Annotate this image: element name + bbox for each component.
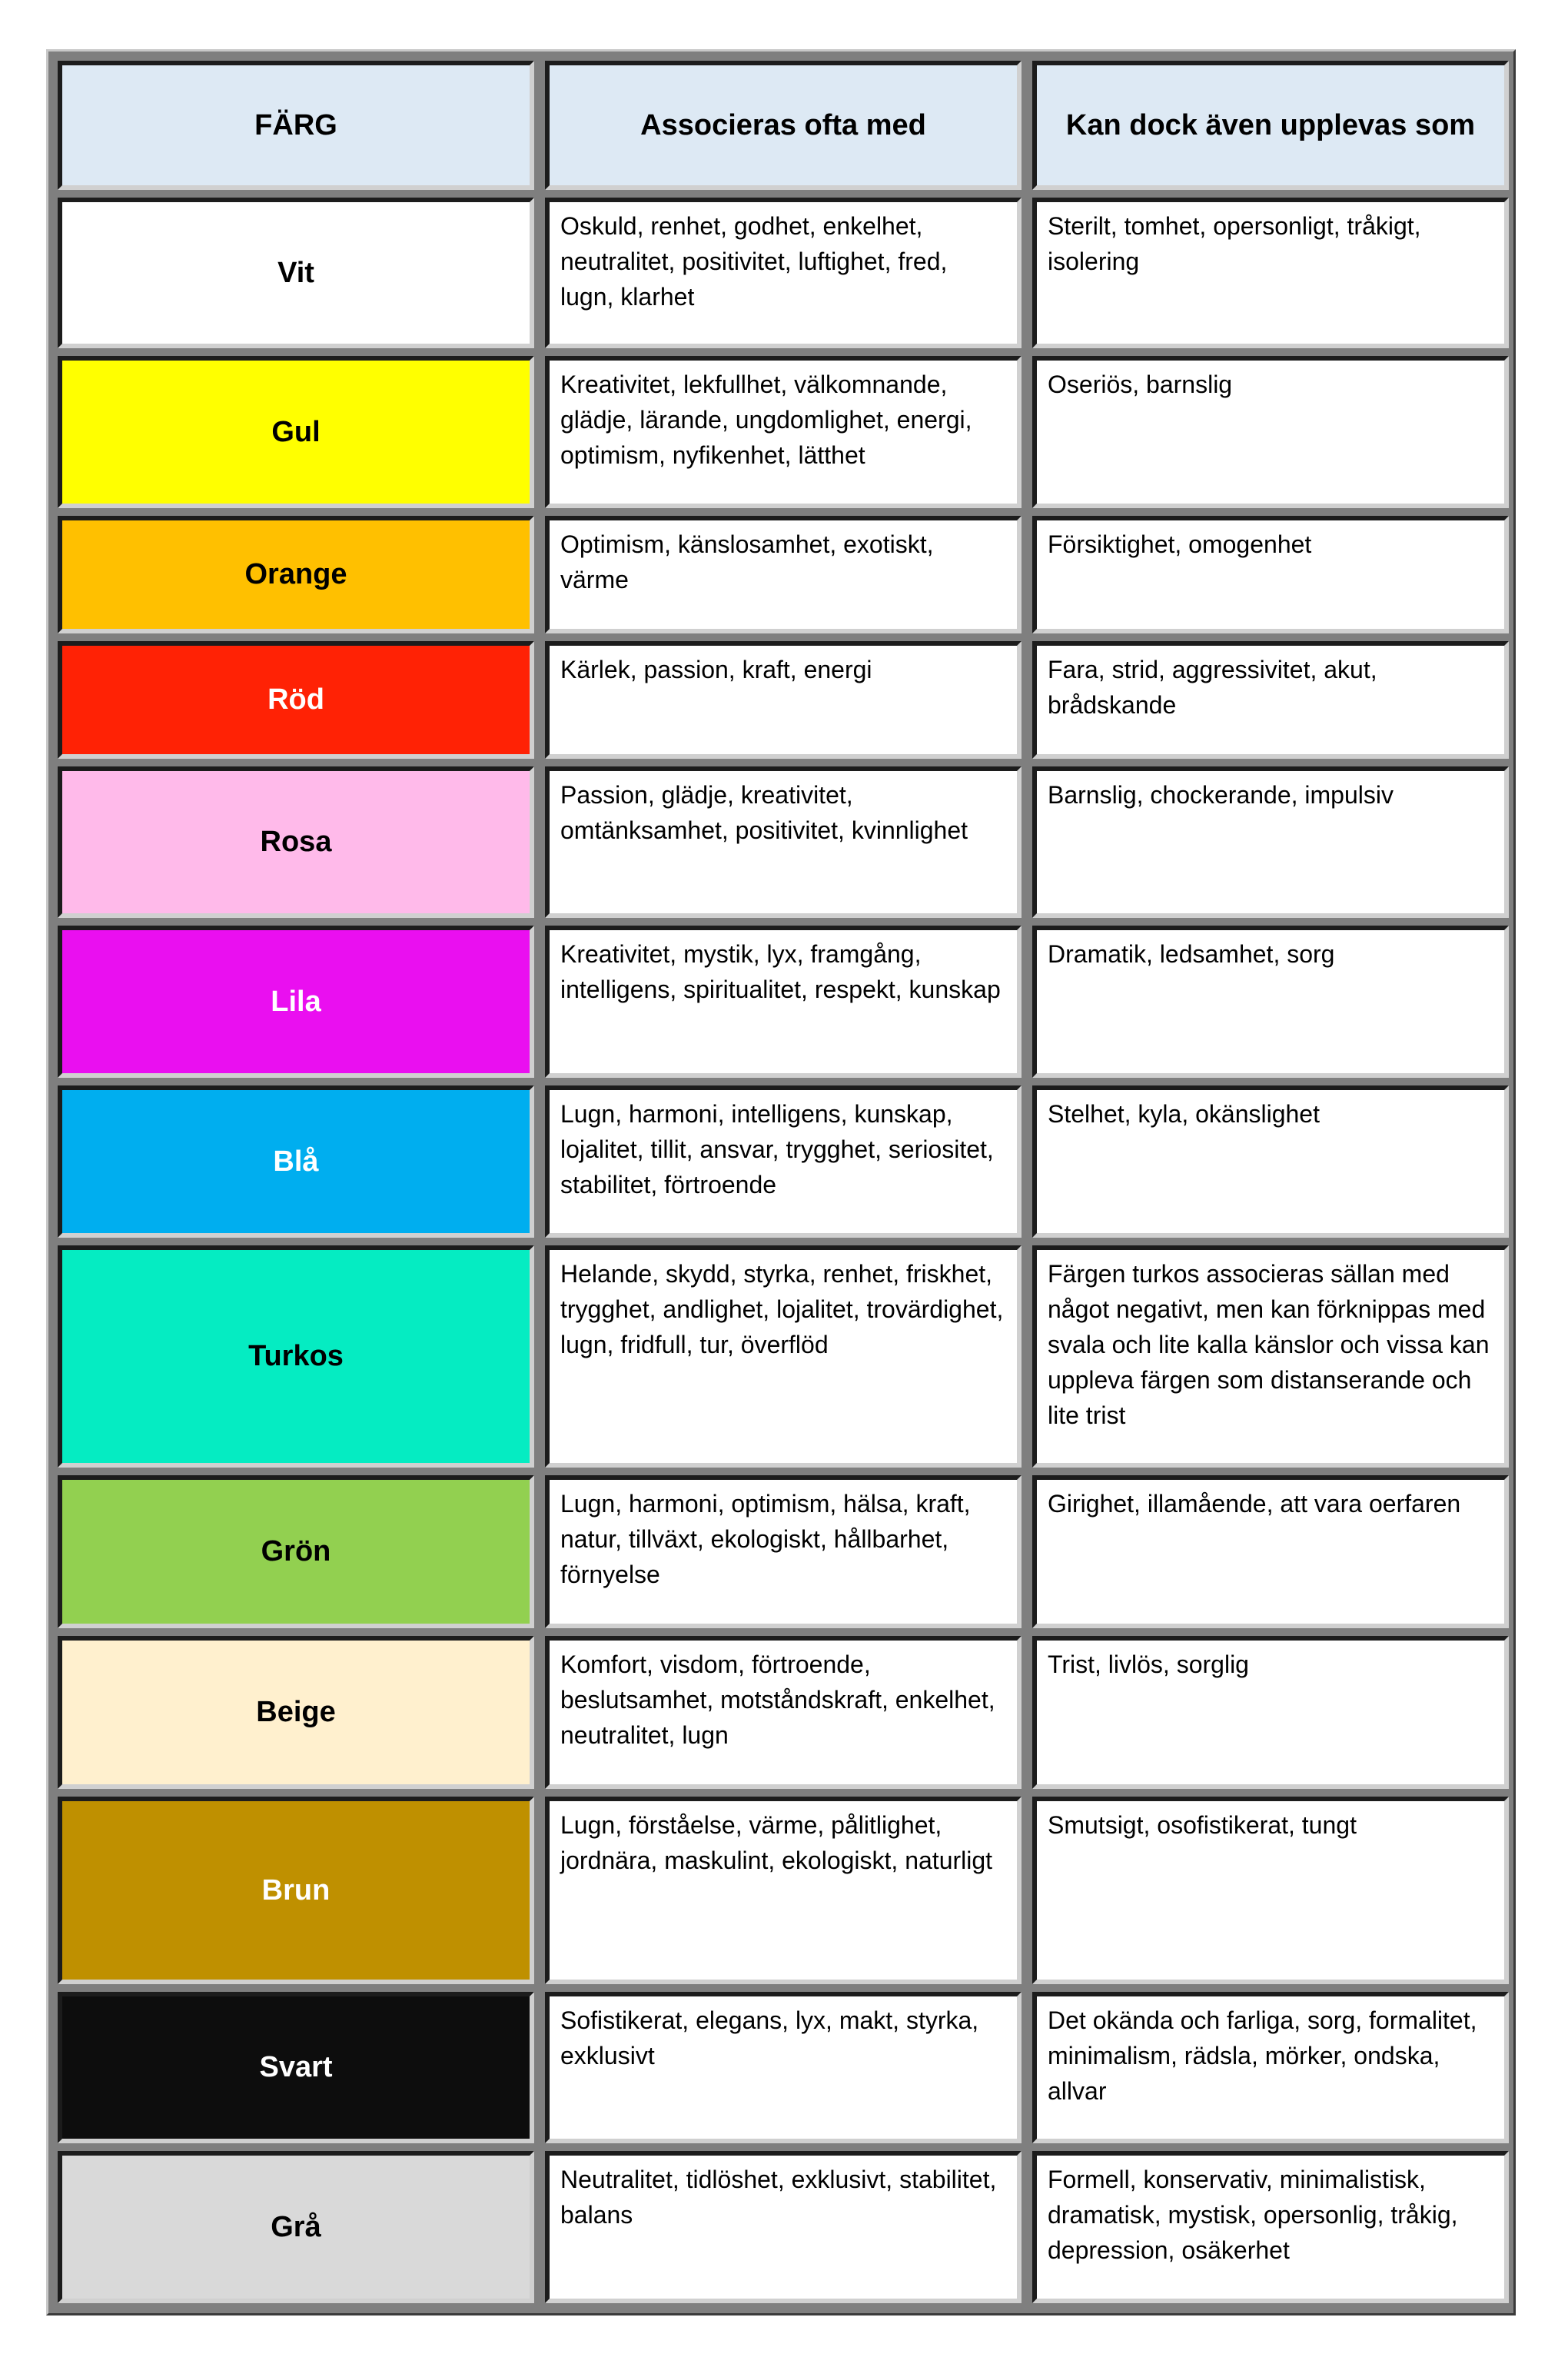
color-swatch-cell xyxy=(58,1085,534,1238)
associations-cell: Kreativitet, lekfullhet, välkomnande, glädje, lärande, ungdomlighet, energi, optimism, nyfikenhet, lätthet xyxy=(545,356,1022,508)
color-name-label: Gul xyxy=(271,415,321,448)
associations-cell: Lugn, förståelse, värme, pålitlighet, jordnära, maskulint, ekologiskt, naturligt xyxy=(545,1797,1022,1984)
alternative-cell: Fara, strid, aggressivitet, akut, brådskande xyxy=(1032,641,1509,759)
alternative-cell: Sterilt, tomhet, opersonligt, tråkigt, isolering xyxy=(1032,198,1509,348)
alternative-cell: Trist, livlös, sorglig xyxy=(1032,1636,1509,1789)
header-alternative: Kan dock även upplevas som xyxy=(1032,61,1509,190)
color-name-label: Turkos xyxy=(248,1340,344,1372)
alternative-cell: Smutsigt, osofistikerat, tungt xyxy=(1032,1797,1509,1984)
associations-cell: Lugn, harmoni, optimism, hälsa, kraft, natur, tillväxt, ekologiskt, hållbarhet, förnyelse xyxy=(545,1475,1022,1628)
alternative-cell: Det okända och farliga, sorg, formalitet, minimalism, rädsla, mörker, ondska, allvar xyxy=(1032,1992,1509,2143)
alternative-cell: Färgen turkos associeras sällan med något negativt, men kan förknippas med svala och lite kalla känslor och vissa kan uppleva färgen som distanserande och lite trist xyxy=(1032,1245,1509,1468)
associations-cell: Sofistikerat, elegans, lyx, makt, styrka, exklusivt xyxy=(545,1992,1022,2143)
color-swatch-cell xyxy=(58,1475,534,1628)
alternative-cell: Dramatik, ledsamhet, sorg xyxy=(1032,926,1509,1078)
color-name-label: Grön xyxy=(261,1535,331,1567)
color-swatch-cell xyxy=(58,1992,534,2143)
associations-cell: Passion, glädje, kreativitet, omtänksamhet, positivitet, kvinnlighet xyxy=(545,766,1022,918)
associations-cell: Kreativitet, mystik, lyx, framgång, intelligens, spiritualitet, respekt, kunskap xyxy=(545,926,1022,1078)
associations-cell: Optimism, känslosamhet, exotiskt, värme xyxy=(545,516,1022,633)
header-color: FÄRG xyxy=(58,61,534,190)
color-swatch-cell xyxy=(58,641,534,759)
associations-cell: Oskuld, renhet, godhet, enkelhet, neutralitet, positivitet, luftighet, fred, lugn, klarhet xyxy=(545,198,1022,348)
associations-cell: Lugn, harmoni, intelligens, kunskap, lojalitet, tillit, ansvar, trygghet, seriositet, stabilitet, förtroende xyxy=(545,1085,1022,1238)
color-name-label: Vit xyxy=(277,256,314,289)
associations-cell: Komfort, visdom, förtroende, beslutsamhet, motståndskraft, enkelhet, neutralitet, lugn xyxy=(545,1636,1022,1789)
color-swatch-cell xyxy=(58,1636,534,1789)
associations-cell: Kärlek, passion, kraft, energi xyxy=(545,641,1022,759)
color-meaning-table xyxy=(46,49,1516,2315)
associations-cell: Neutralitet, tidlöshet, exklusivt, stabilitet, balans xyxy=(545,2151,1022,2303)
associations-cell: Helande, skydd, styrka, renhet, friskhet, trygghet, andlighet, lojalitet, trovärdighet, lugn, fridfull, tur, överflöd xyxy=(545,1245,1022,1468)
alternative-cell: Barnslig, chockerande, impulsiv xyxy=(1032,766,1509,918)
color-swatch-cell xyxy=(58,766,534,918)
alternative-cell: Formell, konservativ, minimalistisk, dramatisk, mystisk, opersonlig, tråkig, depression, osäkerhet xyxy=(1032,2151,1509,2303)
color-name-label: Rosa xyxy=(260,826,332,858)
alternative-cell: Girighet, illamående, att vara oerfaren xyxy=(1032,1475,1509,1628)
color-name-label: Brun xyxy=(261,1873,331,1907)
color-swatch-cell xyxy=(58,926,534,1078)
alternative-cell: Oseriös, barnslig xyxy=(1032,356,1509,508)
header-associations: Associeras ofta med xyxy=(545,61,1022,190)
color-swatch-cell xyxy=(58,1245,534,1468)
color-swatch-cell xyxy=(58,198,534,348)
color-name-label: Beige xyxy=(256,1696,336,1728)
color-swatch-cell xyxy=(58,1797,534,1984)
alternative-cell: Försiktighet, omogenhet xyxy=(1032,516,1509,633)
color-swatch-cell xyxy=(58,516,534,633)
color-swatch-cell xyxy=(58,356,534,508)
color-name-label: Orange xyxy=(244,558,347,590)
color-name-label: Lila xyxy=(271,985,321,1018)
color-name-label: Grå xyxy=(271,2210,321,2243)
alternative-cell: Stelhet, kyla, okänslighet xyxy=(1032,1085,1509,1238)
color-name-label: Röd xyxy=(267,683,324,716)
color-name-label: Svart xyxy=(259,2051,333,2083)
color-swatch-cell xyxy=(58,2151,534,2303)
color-name-label: Blå xyxy=(273,1145,319,1178)
